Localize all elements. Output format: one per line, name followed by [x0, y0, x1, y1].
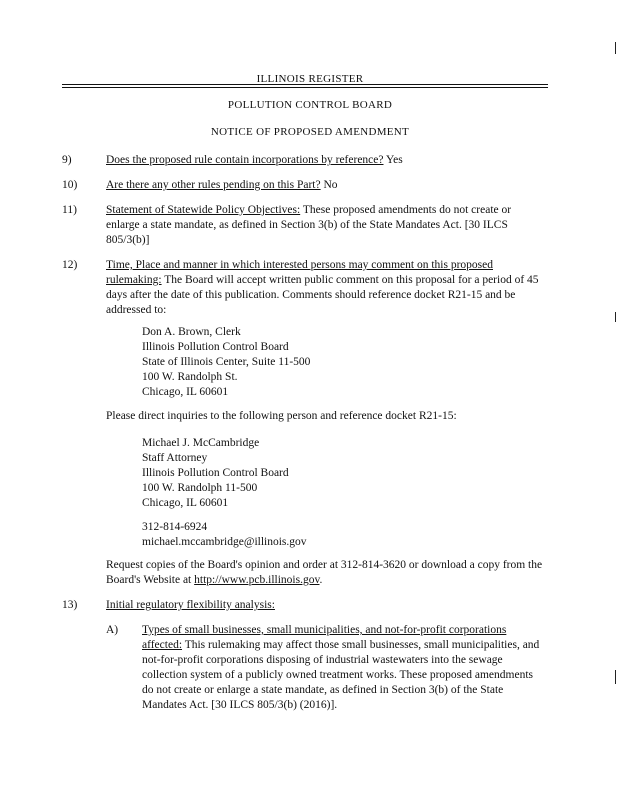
scan-edge-mark [615, 312, 616, 322]
contact-details [142, 520, 522, 550]
item-13a-heading: Types of small businesses, small municipalities, and not-for-profit corporations affected: [142, 624, 507, 651]
item-12-number: 12) [62, 259, 78, 271]
scan-edge-mark [615, 670, 616, 684]
email-address[interactable]: michael.mccambridge@illinois.gov [142, 536, 307, 548]
item-12 [106, 258, 546, 318]
item-10-answer: No [323, 179, 338, 191]
register-title: ILLINOIS REGISTER [256, 73, 364, 85]
item-9-question: Does the proposed rule contain incorporations by reference? [106, 154, 384, 166]
address-line: State of Illinois Center, Suite 11-500 [142, 356, 311, 368]
contact-address [142, 436, 522, 511]
address-line: 100 W. Randolph St. [142, 371, 238, 383]
item-13a-label: A) [106, 624, 119, 636]
item-13-number: 13) [62, 599, 78, 611]
website-link[interactable]: http://www.pcb.illinois.gov [194, 574, 320, 586]
item-9 [106, 153, 546, 168]
item-11-text: These proposed amendments do not create or enlarge a state mandate, as defined in Section 3(b) of the State Mandates Act. [30 ILCS 805/3(b)] [106, 204, 512, 246]
address-line: Illinois Pollution Control Board [142, 341, 289, 353]
item-11 [106, 203, 546, 248]
scan-edge-mark [615, 42, 616, 54]
address-line: Chicago, IL 60601 [142, 386, 229, 398]
item-13-heading: Initial regulatory flexibility analysis: [106, 599, 275, 611]
item-10 [106, 178, 546, 193]
item-12-text: The Board will accept written public comment on this proposal for a period of 45 days after the date of this publication. Comments should reference docket R21-15 and be addressed to: [106, 274, 539, 316]
item-13 [106, 598, 546, 613]
item-10-number: 10) [62, 179, 78, 191]
inquiries-text: Please direct inquiries to the following person and reference docket R21-15: [106, 410, 457, 422]
copies-end: . [319, 574, 323, 586]
item-9-answer: Yes [385, 154, 403, 166]
item-9-number: 9) [62, 154, 72, 166]
copies-paragraph [106, 558, 546, 588]
item-13a [142, 623, 546, 713]
item-12-heading: Time, Place and manner in which interested persons may comment on this proposed rulemaking: [106, 259, 493, 286]
header-rule [62, 84, 548, 85]
address-line: Illinois Pollution Control Board [142, 467, 289, 479]
notice-title: NOTICE OF PROPOSED AMENDMENT [210, 126, 410, 138]
header-rule-second [62, 87, 548, 88]
address-line: Don A. Brown, Clerk [142, 326, 241, 338]
item-11-number: 11) [62, 204, 77, 216]
item-10-question: Are there any other rules pending on this Part? [106, 179, 321, 191]
item-11-heading: Statement of Statewide Policy Objectives: [106, 204, 301, 216]
copies-text: Request copies of the Board's opinion and order at 312-814-3620 or download a copy from the Board's Website at [106, 559, 543, 586]
address-line: Staff Attorney [142, 452, 208, 464]
item-13a-text: This rulemaking may affect those small businesses, small municipalities, and not-for-profit corporations disposing of industrial wastewaters into the sewage collection system of a publicly owned treatment works. These proposed amendments do not create or enlarge a state mandate, as defined in Section 3(b) of the State Mandates Act. [30 ILCS 805/3(b) (2016)]. [142, 639, 540, 711]
address-line: Michael J. McCambridge [142, 437, 260, 449]
clerk-address [142, 325, 522, 400]
address-line: 100 W. Randolph 11-500 [142, 482, 258, 494]
phone-number: 312-814-6924 [142, 521, 208, 533]
board-title: POLLUTION CONTROL BOARD [227, 99, 393, 111]
address-line: Chicago, IL 60601 [142, 497, 229, 509]
